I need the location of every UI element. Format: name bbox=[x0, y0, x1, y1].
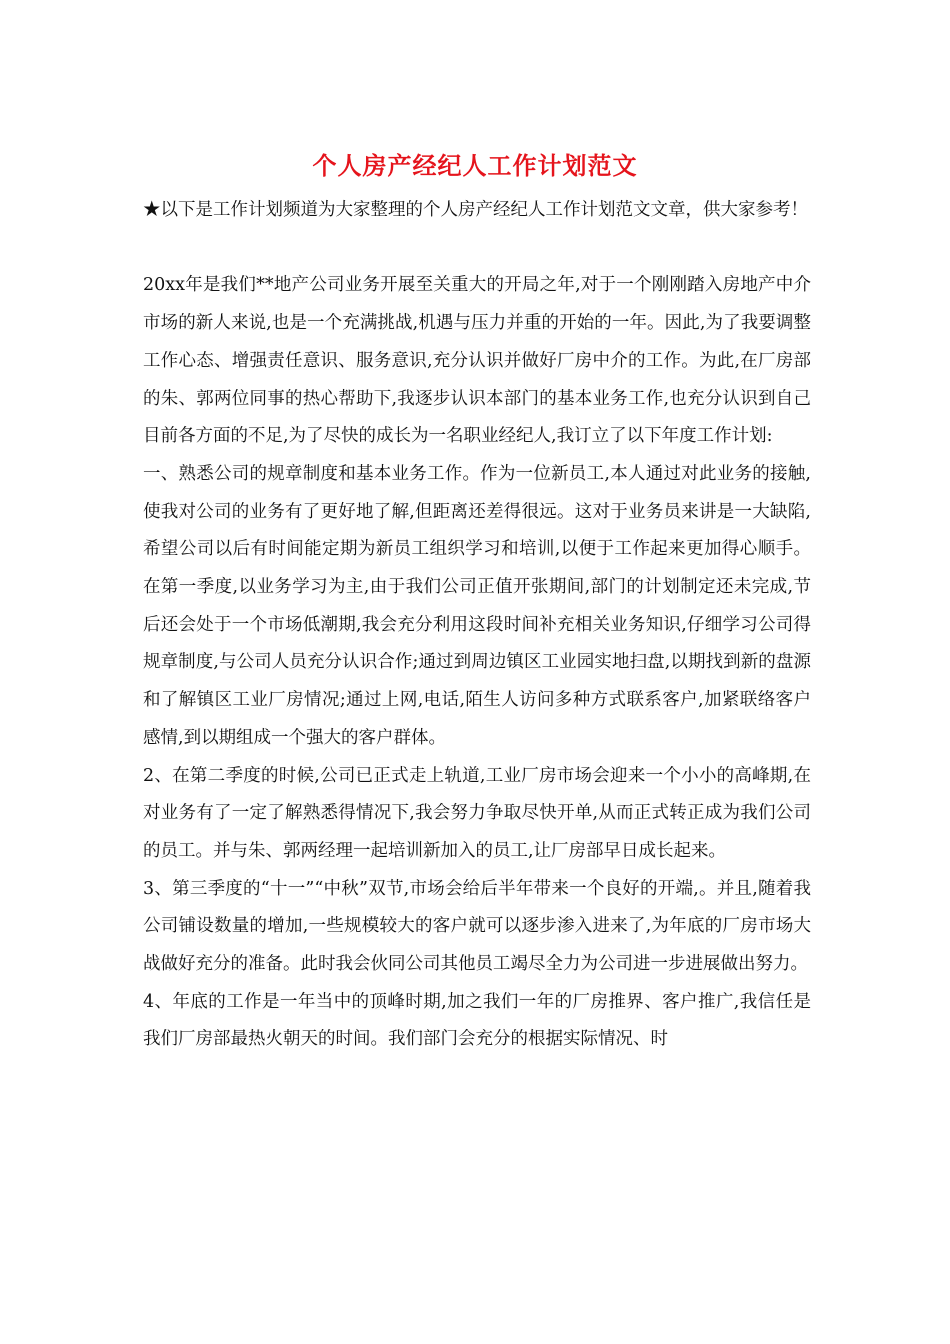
paragraph-spacer bbox=[143, 230, 811, 268]
paragraph-item-3: 3、第三季度的“十一”“中秋”双节,市场会给后半年带来一个良好的开端,。并且,随着我公司铺设数量的增加,一些规模较大的客户就可以逐步渗入进来了,为年底的厂房市场大战做好充分的准备。此时我会伙同公司其他员工竭尽全力为公司进一步进展做出努力。 bbox=[143, 878, 811, 975]
paragraph-item-2: 2、在第二季度的时候,公司已正式走上轨道,工业厂房市场会迎来一个小小的高峰期,在对业务有了一定了解熟悉得情况下,我会努力争取尽快开单,从而正式转正成为我们公司的员工。并与朱、郭两经理一起培训新加入的员工,让厂房部早日成长起来。 bbox=[143, 765, 811, 861]
document-body bbox=[143, 192, 811, 1059]
paragraph-item-4: 4、年底的工作是一年当中的顶峰时期,加之我们一年的厂房推界、客户推广,我信任是我们厂房部最热火朝天的时间。我们部门会充分的根据实际情况、时 bbox=[143, 991, 811, 1050]
paragraph-item-1: 一、熟悉公司的规章制度和基本业务工作。作为一位新员工,本人通过对此业务的接触,使我对公司的业务有了更好地了解,但距离还差得很远。这对于业务员来讲是一大缺陷,希望公司以后有时间能定期为新员工组织学习和培训,以便于工作起来更加得心顺手。 在第一季度,以业务学习为主,由于我们公司正值开张期间,部门的计划制定还未完成,节后还会处于一个市场低潮期,我会充分利用这段时间补充相关业务知识,仔细学习公司得规章制度,与公司人员充分认识合作;通过到周边镇区工业园实地扫盘,以期找到新的盘源和了解镇区工业厂房情况;通过上网,电话,陌生人访问多种方式联系客户,加紧联络客户感情,到以期组成一个强大的客户群体。 bbox=[143, 463, 811, 748]
document-title: 个人房产经纪人工作计划范文 bbox=[312, 151, 638, 180]
intro-paragraph: ★以下是工作计划频道为大家整理的个人房产经纪人工作计划范文文章，供大家参考！ bbox=[143, 200, 808, 220]
paragraph-opening: 20xx年是我们**地产公司业务开展至关重大的开局之年,对于一个刚刚踏入房地产中介市场的新人来说,也是一个充满挑战,机遇与压力并重的开始的一年。因此,为了我要调整工作心态、增强责任意识、服务意识,充分认识并做好厂房中介的工作。为此,在厂房部的朱、郭两位同事的热心帮助下,我逐步认识本部门的基本业务工作,也充分认识到自己目前各方面的不足,为了尽快的成长为一名职业经纪人,我订立了以下年度工作计划: bbox=[143, 275, 811, 447]
